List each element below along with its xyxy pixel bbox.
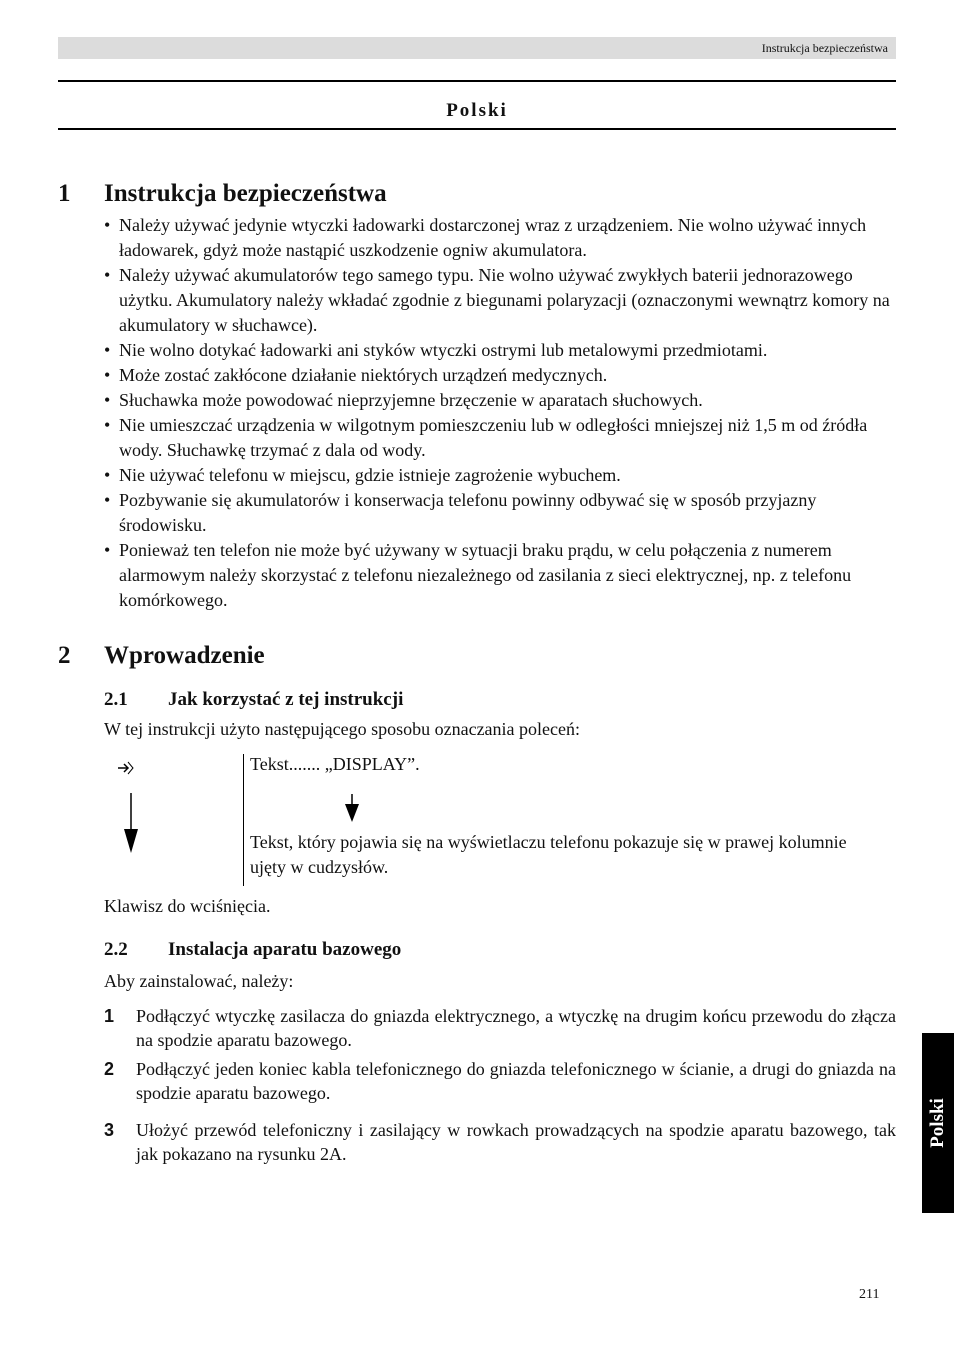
list-item: • Nie wolno dotykać ładowarki ani styków wtyczki ostrymi lub metalowymi przedmiotami. bbox=[104, 338, 894, 363]
install-intro: Aby zainstalować, należy: bbox=[104, 971, 294, 991]
language-rule bbox=[58, 128, 896, 130]
safety-bullet-list bbox=[104, 213, 894, 613]
subsection-title: Instalacja aparatu bazowego bbox=[168, 939, 402, 960]
step-text: Podłączyć jeden koniec kabla telefonicznego do gniazda telefonicznego w ścianie, a drugi do gniazda na spodzie aparatu bazowego. bbox=[136, 1059, 896, 1103]
list-item: • Nie umieszczać urządzenia w wilgotnym pomieszczeniu lub w odległości mniejszej niż 1,5 m od źródła wody. Słuchawkę trzymać z dala od wody. bbox=[104, 413, 894, 463]
list-item: • Może zostać zakłócone działanie niektórych urządzeń medycznych. bbox=[104, 363, 894, 388]
list-item: • Należy używać jedynie wtyczki ładowarki dostarczonej wraz z urządzeniem. Nie wolno używać innych ładowarek, gdyż może nastąpić uszkodzenie ogniw akumulatora. bbox=[104, 213, 894, 263]
page-number: 211 bbox=[859, 1287, 880, 1302]
list-item: • Należy używać akumulatorów tego samego typu. Nie wolno używać zwykłych baterii jednorazowego użytku. Akumulatory należy wkładać zgodnie z biegunami polaryzacji (oznaczonymi wewnątrz komory na akumulatory w słuchawce). bbox=[104, 263, 894, 338]
step-number: 3 bbox=[104, 1120, 115, 1140]
list-item: • Pozbywanie się akumulatorów i konserwacja telefonu powinny odbywać się w sposób przyjazny środowisku. bbox=[104, 488, 894, 538]
display-explanation: Tekst, który pojawia się na wyświetlaczu telefonu pokazuje się w prawej kolumnie ujęty w cudzysłów. bbox=[250, 832, 847, 877]
section-2-heading bbox=[58, 641, 265, 671]
list-item: • Nie używać telefonu w miejscu, gdzie istnieje zagrożenie wybuchem. bbox=[104, 463, 894, 488]
step-text: Ułożyć przewód telefoniczny i zasilający w rowkach prowadzących na spodzie aparatu bazowego, tak jak pokazano na rysunku 2A. bbox=[136, 1120, 896, 1164]
install-step bbox=[104, 1004, 896, 1052]
language-title: Polski bbox=[446, 100, 508, 121]
key-press-icon bbox=[116, 759, 136, 777]
section-number: 2 bbox=[58, 642, 71, 669]
column-divider bbox=[243, 754, 244, 886]
display-example: Tekst....... „DISPLAY”. bbox=[250, 754, 420, 774]
step-number: 2 bbox=[104, 1059, 115, 1079]
list-item: • Ponieważ ten telefon nie może być używany w sytuacji braku prądu, w celu połączenia z numerem alarmowym należy skorzystać z telefonu niezależnego od zasilania z sieci elektrycznej, np. z telefonu komórkowego. bbox=[104, 538, 894, 613]
subsection-2-2-heading bbox=[104, 938, 401, 962]
arrow-down-icon bbox=[123, 793, 139, 855]
subsection-title: Jak korzystać z tej instrukcji bbox=[168, 689, 404, 710]
step-text: Podłączyć wtyczkę zasilacza do gniazda elektrycznego, a wtyczkę na drugim końcu przewodu do złącza na spodzie aparatu bazowego. bbox=[136, 1006, 896, 1050]
subsection-2-1-heading bbox=[104, 688, 403, 712]
header-bar bbox=[58, 37, 896, 59]
top-rule bbox=[58, 80, 896, 82]
running-title: Instrukcja bezpieczeństwa bbox=[761, 41, 888, 55]
arrow-down-icon bbox=[344, 794, 360, 824]
section-title: Instrukcja bezpieczeństwa bbox=[104, 180, 387, 207]
key-note: Klawisz do wciśnięcia. bbox=[104, 896, 271, 916]
subsection-number: 2.1 bbox=[104, 689, 128, 710]
section-title: Wprowadzenie bbox=[104, 642, 265, 669]
language-side-tab bbox=[922, 1033, 954, 1213]
usage-intro: W tej instrukcji użyto następującego sposobu oznaczania poleceń: bbox=[104, 719, 581, 739]
section-1-heading bbox=[58, 179, 387, 209]
install-step bbox=[104, 1057, 896, 1105]
list-item: • Słuchawka może powodować nieprzyjemne brzęczenie w aparatach słuchowych. bbox=[104, 388, 894, 413]
step-number: 1 bbox=[104, 1006, 115, 1026]
subsection-number: 2.2 bbox=[104, 939, 128, 960]
section-number: 1 bbox=[58, 180, 71, 207]
side-tab-label: Polski bbox=[927, 1098, 948, 1148]
install-step bbox=[104, 1118, 896, 1166]
